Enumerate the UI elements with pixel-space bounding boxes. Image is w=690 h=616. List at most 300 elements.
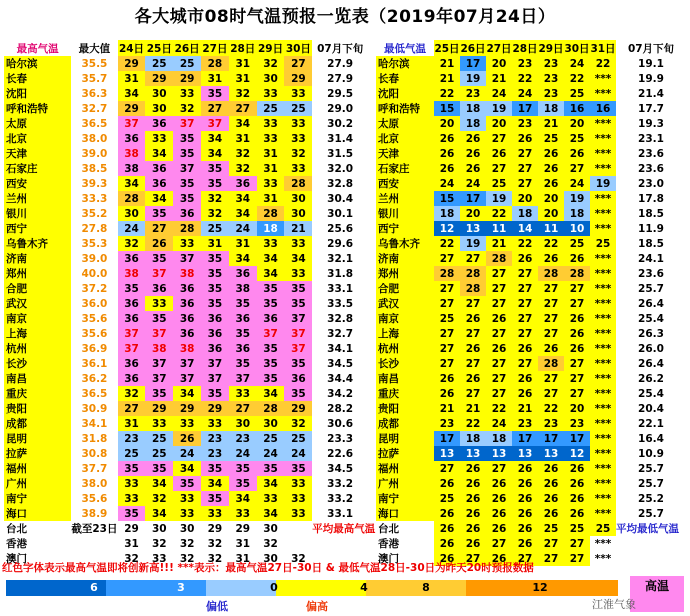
table-row <box>376 461 686 476</box>
footnote: 红色字体表示最高气温即将创新高!!! ***表示：最高气温27日-30日 & 最低气温28日-30日为昨天20时预报数据 <box>2 562 534 574</box>
temperature-cell: 25 <box>538 131 564 146</box>
temperature-cell: 27 <box>434 461 460 476</box>
record-max-value: 35.6 <box>81 327 108 340</box>
dekad-average: 16.4 <box>638 432 664 445</box>
header-cell: 最大值 <box>78 42 111 55</box>
dekad-average: 19.9 <box>638 72 664 85</box>
temperature-cell: 34 <box>118 86 146 101</box>
temperature-cell: 36 <box>118 311 146 326</box>
dekad-average: 31.5 <box>327 147 354 160</box>
record-max-value: 33.3 <box>81 192 108 205</box>
dekad-average: 34.2 <box>327 387 354 400</box>
header-cell: 27日 <box>486 40 512 56</box>
temperature-cell: 27 <box>284 56 312 71</box>
temperature-cell: 23 <box>512 416 538 431</box>
temperature-cell: 33 <box>284 131 312 146</box>
dekad-average: 22.6 <box>327 447 354 460</box>
temperature-cell: *** <box>590 191 616 206</box>
table-row <box>376 536 686 551</box>
record-max-value: 39.3 <box>81 177 108 190</box>
temperature-cell: 31 <box>124 537 139 550</box>
temperature-cell: 22 <box>512 71 538 86</box>
temperature-cell: 26 <box>460 461 486 476</box>
header-cell: 26日 <box>173 40 201 56</box>
temperature-cell: 27 <box>538 281 564 296</box>
table-row <box>376 86 686 101</box>
temperature-cell: 33 <box>173 506 201 521</box>
record-max-value: 38.5 <box>81 162 108 175</box>
temperature-cell: 26 <box>460 506 486 521</box>
temperature-cell: 34 <box>173 461 201 476</box>
record-max-value: 38.0 <box>81 132 108 145</box>
dekad-average: 18.5 <box>638 207 664 220</box>
temperature-cell: 26 <box>564 341 590 356</box>
temperature-cell: 24 <box>257 446 285 461</box>
temperature-cell: 35 <box>284 386 312 401</box>
temperature-cell: 20 <box>460 206 486 221</box>
temperature-cell: 33 <box>284 161 312 176</box>
temperature-cell: 33 <box>152 552 167 565</box>
temperature-cell: 27 <box>512 281 538 296</box>
city-name: 石家庄 <box>4 161 71 176</box>
temperature-cell: 28 <box>460 266 486 281</box>
table-row <box>376 236 686 251</box>
temperature-cell: 34 <box>229 206 257 221</box>
temperature-cell: 27 <box>512 311 538 326</box>
city-name: 上海 <box>4 326 71 341</box>
temperature-cell: 37 <box>284 326 312 341</box>
temperature-cell: 36 <box>118 251 146 266</box>
temperature-cell: 25 <box>564 236 590 251</box>
temperature-cell: 26 <box>173 431 201 446</box>
temperature-cell: 28 <box>257 401 285 416</box>
dekad-average: 34.1 <box>327 342 354 355</box>
record-max-value: 36.3 <box>81 87 108 100</box>
temperature-cell: 17 <box>512 101 538 116</box>
temperature-cell: 17 <box>460 56 486 71</box>
city-name: 长春 <box>4 71 71 86</box>
temperature-cell: 26 <box>460 476 486 491</box>
table-row <box>4 431 368 446</box>
city-name: 太原 <box>4 116 71 131</box>
temperature-cell: 29 <box>173 71 201 86</box>
temperature-cell: 35 <box>145 251 173 266</box>
temperature-cell: 35 <box>201 491 229 506</box>
temperature-cell: 34 <box>201 476 229 491</box>
temperature-cell: 22 <box>564 71 590 86</box>
temperature-cell: 33 <box>257 236 285 251</box>
temperature-cell: 27 <box>486 371 512 386</box>
legend-tick: 8 <box>422 581 430 594</box>
temperature-cell: 36 <box>201 326 229 341</box>
dekad-average: 21.4 <box>638 87 664 100</box>
temperature-cell: 27 <box>564 371 590 386</box>
dekad-average: 26.0 <box>638 342 664 355</box>
record-max-value: 35.6 <box>81 312 108 325</box>
dekad-average: 18.5 <box>638 237 664 250</box>
temperature-cell: *** <box>590 281 616 296</box>
temperature-cell: 24 <box>486 86 512 101</box>
temperature-cell: 26 <box>512 461 538 476</box>
dekad-average: 25.7 <box>638 477 664 490</box>
temperature-cell: 30 <box>179 522 195 535</box>
min-temperature-table <box>376 40 686 566</box>
table-row <box>4 191 368 206</box>
temperature-cell: 37 <box>173 371 201 386</box>
record-max-value: 38.0 <box>81 477 108 490</box>
temperature-cell: 15 <box>434 191 460 206</box>
temperature-cell: 21 <box>434 71 460 86</box>
city-name: 广州 <box>376 476 434 491</box>
temperature-cell: 18 <box>434 206 460 221</box>
temperature-cell: 37 <box>173 356 201 371</box>
table-row <box>4 371 368 386</box>
temperature-cell: 26 <box>486 551 512 566</box>
temperature-cell: 23 <box>512 116 538 131</box>
temperature-cell: 23 <box>538 71 564 86</box>
table-row <box>376 71 686 86</box>
temperature-cell: 37 <box>145 326 173 341</box>
temperature-cell: *** <box>590 356 616 371</box>
temperature-cell: 32 <box>145 491 173 506</box>
temperature-cell: 35 <box>201 386 229 401</box>
table-row <box>4 416 368 431</box>
temperature-cell: 31 <box>118 71 146 86</box>
temperature-cell: 33 <box>173 236 201 251</box>
temperature-cell: 27 <box>460 296 486 311</box>
temperature-cell: 32 <box>179 537 195 550</box>
temperature-cell: 27 <box>486 281 512 296</box>
temperature-cell: 38 <box>118 266 146 281</box>
temperature-cell: 26 <box>538 506 564 521</box>
record-max-value: 36.9 <box>81 342 108 355</box>
city-name: 长春 <box>376 71 434 86</box>
dekad-average: 33.1 <box>327 507 354 520</box>
temperature-cell: 17 <box>512 431 538 446</box>
dekad-average: 32.0 <box>327 162 354 175</box>
temperature-cell: 31 <box>229 71 257 86</box>
temperature-cell: 27 <box>486 131 512 146</box>
temperature-cell: *** <box>594 552 612 565</box>
table-row <box>376 251 686 266</box>
temperature-cell: 18 <box>564 206 590 221</box>
record-max-value: 30.9 <box>81 402 108 415</box>
temperature-cell: 26 <box>434 131 460 146</box>
dekad-average: 32.8 <box>327 177 354 190</box>
dekad-average: 29.0 <box>327 102 354 115</box>
temperature-cell: 30 <box>263 552 278 565</box>
temperature-cell: 37 <box>118 341 146 356</box>
city-name: 福州 <box>4 461 71 476</box>
temperature-cell: 34 <box>229 116 257 131</box>
temperature-cell: 35 <box>284 281 312 296</box>
temperature-cell: 13 <box>486 446 512 461</box>
temperature-cell: 36 <box>201 341 229 356</box>
table-row <box>4 356 368 371</box>
temperature-cell: 24 <box>460 176 486 191</box>
temperature-cell: 17 <box>564 431 590 446</box>
temperature-cell: 26 <box>512 521 538 536</box>
high-temperature-label: 高温 <box>644 579 669 593</box>
table-row <box>4 131 368 146</box>
temperature-cell: 26 <box>434 476 460 491</box>
temperature-cell: 34 <box>201 131 229 146</box>
temperature-cell: 28 <box>460 281 486 296</box>
temperature-cell: 36 <box>173 311 201 326</box>
temperature-cell: 33 <box>173 416 201 431</box>
temperature-cell: 32 <box>284 416 312 431</box>
temperature-cell: 24 <box>173 446 201 461</box>
city-name: 西宁 <box>376 221 434 236</box>
temperature-cell: 20 <box>564 401 590 416</box>
temperature-cell: 35 <box>173 131 201 146</box>
temperature-cell: 36 <box>118 371 146 386</box>
temperature-cell: 20 <box>512 191 538 206</box>
temperature-cell: 25 <box>590 521 616 536</box>
temperature-cell: 31 <box>257 161 285 176</box>
header-cell: 最低气温 <box>384 42 426 55</box>
table-row <box>376 221 686 236</box>
temperature-cell: 28 <box>538 356 564 371</box>
temperature-cell: 30 <box>229 416 257 431</box>
dekad-average: 平均最高气温 <box>312 523 376 535</box>
temperature-cell: 33 <box>257 131 285 146</box>
temperature-cell: *** <box>590 491 616 506</box>
temperature-cell: 26 <box>434 506 460 521</box>
city-name: 沈阳 <box>4 86 71 101</box>
table-row <box>4 101 368 116</box>
header-cell: 最高气温 <box>16 42 59 55</box>
temperature-cell: 26 <box>512 386 538 401</box>
temperature-cell: 25 <box>434 311 460 326</box>
temperature-cell: 27 <box>486 356 512 371</box>
temperature-cell: 19 <box>564 191 590 206</box>
header-row <box>4 40 368 56</box>
dekad-average: 30.4 <box>327 192 354 205</box>
temperature-cell: 11 <box>538 221 564 236</box>
temperature-cell: 30 <box>152 522 167 535</box>
dekad-average: 22.1 <box>638 417 664 430</box>
dekad-average: 25.7 <box>638 462 664 475</box>
temperature-cell: 37 <box>257 326 285 341</box>
dekad-average: 29.6 <box>327 237 354 250</box>
record-max-value: 40.0 <box>81 267 108 280</box>
city-name: 哈尔滨 <box>4 56 71 71</box>
temperature-cell: 32 <box>263 537 278 550</box>
temperature-cell: 34 <box>284 251 312 266</box>
temperature-cell: 27 <box>460 356 486 371</box>
city-name: 拉萨 <box>4 446 71 461</box>
table-row <box>376 311 686 326</box>
temperature-cell: 35 <box>257 296 285 311</box>
header-cell: 29日 <box>538 40 564 56</box>
temperature-cell: 26 <box>460 491 486 506</box>
temperature-cell: 26 <box>538 146 564 161</box>
record-max-value: 35.6 <box>81 492 108 505</box>
dekad-average: 33.2 <box>327 492 354 505</box>
temperature-cell: 27 <box>460 326 486 341</box>
temperature-cell: 29 <box>118 56 146 71</box>
temperature-cell: 33 <box>257 116 285 131</box>
temperature-cell: 34 <box>229 251 257 266</box>
temperature-cell: *** <box>590 371 616 386</box>
temperature-cell: 36 <box>229 266 257 281</box>
temperature-cell: 36 <box>173 206 201 221</box>
temperature-cell: 36 <box>229 311 257 326</box>
temperature-cell: 24 <box>486 416 512 431</box>
temperature-cell: 32 <box>201 206 229 221</box>
temperature-cell: 27 <box>145 221 173 236</box>
temperature-cell: 26 <box>512 536 538 551</box>
temperature-cell: 34 <box>229 191 257 206</box>
temperature-cell: 24 <box>284 446 312 461</box>
temperature-cell: 25 <box>590 236 616 251</box>
temperature-cell: 35 <box>201 176 229 191</box>
temperature-cell: 30 <box>284 206 312 221</box>
table-row <box>4 251 368 266</box>
temperature-cell: 19 <box>460 236 486 251</box>
city-name: 南京 <box>376 311 434 326</box>
temperature-cell: 31 <box>201 236 229 251</box>
temperature-cell: 30 <box>118 206 146 221</box>
temperature-cell: 34 <box>173 386 201 401</box>
table-row <box>4 386 368 401</box>
temperature-cell: 26 <box>538 251 564 266</box>
temperature-cell: 31 <box>229 131 257 146</box>
temperature-cell: 28 <box>173 221 201 236</box>
record-max-value: 30.8 <box>81 447 108 460</box>
temperature-cell: 24 <box>229 446 257 461</box>
temperature-cell: 26 <box>460 311 486 326</box>
temperature-cell: 27 <box>512 296 538 311</box>
temperature-cell: 35 <box>229 326 257 341</box>
temperature-cell: 30 <box>257 416 285 431</box>
table-row <box>376 416 686 431</box>
record-max-value: 36.5 <box>81 117 108 130</box>
temperature-cell: 37 <box>173 161 201 176</box>
temperature-cell: 33 <box>201 506 229 521</box>
temperature-cell: 36 <box>257 311 285 326</box>
city-name: 杭州 <box>4 341 71 356</box>
table-row <box>4 521 368 536</box>
temperature-cell: 25 <box>564 86 590 101</box>
temperature-cell: 32 <box>207 552 223 565</box>
dekad-average: 19.3 <box>638 117 664 130</box>
temperature-cell: 25 <box>564 521 590 536</box>
city-name: 合肥 <box>376 281 434 296</box>
record-max-value: 27.8 <box>81 222 108 235</box>
temperature-cell: 34 <box>257 386 285 401</box>
table-row <box>376 131 686 146</box>
temperature-cell: 37 <box>173 116 201 131</box>
table-row <box>376 281 686 296</box>
temperature-cell: 26 <box>564 491 590 506</box>
dekad-average: 11.9 <box>638 222 664 235</box>
dekad-average: 31.8 <box>327 267 354 280</box>
city-name: 广州 <box>4 476 71 491</box>
temperature-cell: 32 <box>118 386 146 401</box>
temperature-cell: 33 <box>284 476 312 491</box>
temperature-cell: 26 <box>486 491 512 506</box>
temperature-cell: 27 <box>538 311 564 326</box>
temperature-cell: *** <box>590 416 616 431</box>
dekad-average: 32.8 <box>327 312 354 325</box>
temperature-cell: 26 <box>512 506 538 521</box>
legend-label-high: 偏高 <box>306 600 328 613</box>
temperature-cell: 29 <box>284 71 312 86</box>
temperature-cell: 38 <box>173 341 201 356</box>
table-row <box>376 356 686 371</box>
temperature-cell: 16 <box>590 101 616 116</box>
table-row <box>4 401 368 416</box>
city-name: 太原 <box>376 116 434 131</box>
header-cell: 24日 <box>118 40 146 56</box>
dekad-average: 23.3 <box>327 432 354 445</box>
temperature-cell: 26 <box>564 251 590 266</box>
city-name: 银川 <box>376 206 434 221</box>
dekad-average: 30.2 <box>327 117 354 130</box>
dekad-average: 25.7 <box>638 282 664 295</box>
temperature-cell: *** <box>590 386 616 401</box>
temperature-cell: 34 <box>257 266 285 281</box>
temperature-cell: 35 <box>229 476 257 491</box>
temperature-cell: 37 <box>145 371 173 386</box>
temperature-cell: 31 <box>201 71 229 86</box>
city-name: 拉萨 <box>376 446 434 461</box>
page-title: 各大城市08时气温预报一览表（2019年07月24日） <box>134 7 556 27</box>
city-name: 成都 <box>4 416 71 431</box>
temperature-cell: 31 <box>229 236 257 251</box>
temperature-cell: 25 <box>538 521 564 536</box>
temperature-cell: *** <box>590 341 616 356</box>
temperature-cell: 36 <box>284 371 312 386</box>
temperature-cell: 20 <box>564 116 590 131</box>
temperature-cell: 35 <box>257 356 285 371</box>
temperature-cell: 33 <box>284 491 312 506</box>
temperature-cell: 33 <box>118 476 146 491</box>
temperature-cell: 22 <box>486 206 512 221</box>
record-max-value: 36.1 <box>81 357 108 370</box>
temperature-cell: 33 <box>145 296 173 311</box>
temperature-cell: *** <box>590 266 616 281</box>
temperature-cell: 37 <box>118 326 146 341</box>
city-name: 武汉 <box>4 296 71 311</box>
temperature-cell: 34 <box>201 146 229 161</box>
temperature-cell: 26 <box>512 491 538 506</box>
table-row <box>4 236 368 251</box>
temperature-cell: 27 <box>434 356 460 371</box>
temperature-cell: 37 <box>201 371 229 386</box>
city-name: 武汉 <box>376 296 434 311</box>
record-max-value: 35.5 <box>81 57 108 70</box>
temperature-cell: *** <box>590 401 616 416</box>
temperature-cell: 33 <box>201 416 229 431</box>
city-name: 合肥 <box>4 281 71 296</box>
header-cell: 30日 <box>564 40 590 56</box>
temperature-cell: 13 <box>538 446 564 461</box>
temperature-cell: 36 <box>118 356 146 371</box>
temperature-cell: 33 <box>284 116 312 131</box>
temperature-cell: 33 <box>284 86 312 101</box>
temperature-cell: *** <box>590 446 616 461</box>
city-name: 呼和浩特 <box>4 101 71 116</box>
city-name: 兰州 <box>4 191 71 206</box>
city-name: 重庆 <box>4 386 71 401</box>
dekad-average: 32.7 <box>327 327 354 340</box>
temperature-cell: 26 <box>434 371 460 386</box>
table-row <box>4 311 368 326</box>
temperature-cell: 12 <box>434 221 460 236</box>
